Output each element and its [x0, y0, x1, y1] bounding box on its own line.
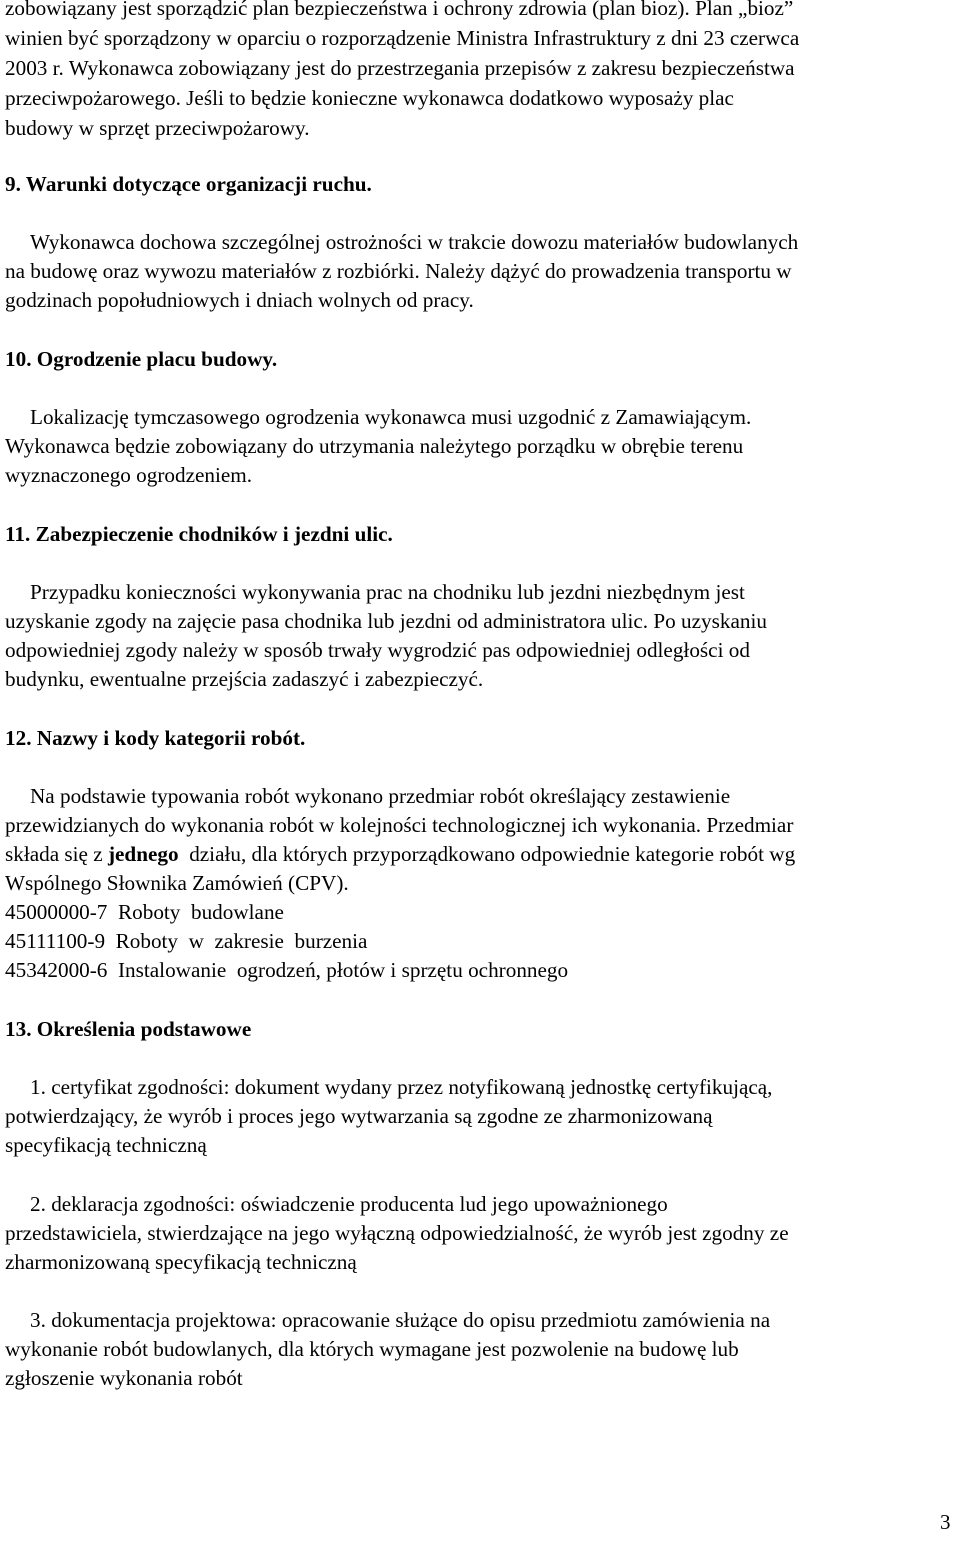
cpv-code-1: 45000000-7 Roboty budowlane	[5, 900, 284, 924]
section-12-line-3-post: działu, dla których przyporządkowano odpowiednie kategorie robót wg	[178, 842, 796, 866]
cpv-code-3: 45342000-6 Instalowanie ogrodzeń, płotów i sprzętu ochronnego	[5, 958, 569, 982]
section-12-line-2: przewidzianych do wykonania robót w kolejności technologicznej ich wykonania. Przedmiar	[5, 813, 794, 837]
section-10-heading: 10. Ogrodzenie placu budowy.	[5, 347, 278, 371]
page-number: 3	[940, 1510, 951, 1534]
definition-3-line-3: zgłoszenie wykonania robót	[5, 1366, 243, 1390]
section-9-line-1: Wykonawca dochowa szczególnej ostrożności w trakcie dowozu materiałów budowlanych	[30, 230, 799, 254]
section-12-line-4: Wspólnego Słownika Zamówień (CPV).	[5, 871, 349, 895]
section-12-line-3	[5, 840, 795, 869]
definition-3-line-1: 3. dokumentacja projektowa: opracowanie służące do opisu przedmiotu zamówienia na	[30, 1308, 771, 1332]
section-12-line-1: Na podstawie typowania robót wykonano przedmiar robót określający zestawienie	[30, 784, 731, 808]
section-9-heading: 9. Warunki dotyczące organizacji ruchu.	[5, 172, 372, 196]
section-12-line-3-pre: składa się z	[5, 842, 108, 866]
section-11-line-4: budynku, ewentualne przejścia zadaszyć i zabezpieczyć.	[5, 667, 484, 691]
section-12-heading: 12. Nazwy i kody kategorii robót.	[5, 726, 306, 750]
intro-line-5: budowy w sprzęt przeciwpożarowy.	[5, 116, 310, 140]
section-13-heading: 13. Określenia podstawowe	[5, 1017, 252, 1041]
section-10-line-3: wyznaczonego ogrodzeniem.	[5, 463, 253, 487]
section-11-line-3: odpowiedniej zgody należy w sposób trwały wygrodzić pas odpowiedniej odległości od	[5, 638, 750, 662]
section-10-line-1: Lokalizację tymczasowego ogrodzenia wykonawca musi uzgodnić z Zamawiającym.	[30, 405, 752, 429]
cpv-code-2: 45111100-9 Roboty w zakresie burzenia	[5, 929, 368, 953]
definition-1-line-1: 1. certyfikat zgodności: dokument wydany przez notyfikowaną jednostkę certyfikującą,	[30, 1075, 773, 1099]
section-12-bold-word: jednego	[107, 842, 179, 866]
intro-line-4: przeciwpożarowego. Jeśli to będzie konieczne wykonawca dodatkowo wyposaży plac	[5, 86, 734, 110]
definition-3-line-2: wykonanie robót budowlanych, dla których wymagane jest pozwolenie na budowę lub	[5, 1337, 739, 1361]
section-10-line-2: Wykonawca będzie zobowiązany do utrzymania należytego porządku w obrębie terenu	[5, 434, 744, 458]
section-11-heading: 11. Zabezpieczenie chodników i jezdni ulic.	[5, 522, 393, 546]
section-11-line-1: Przypadku konieczności wykonywania prac na chodniku lub jezdni niezbędnym jest	[30, 580, 745, 604]
definition-2-line-2: przedstawiciela, stwierdzające na jego wyłączną odpowiedzialność, że wyrób jest zgodny ze	[5, 1221, 789, 1245]
definition-2-line-1: 2. deklaracja zgodności: oświadczenie producenta lud jego upoważnionego	[30, 1192, 668, 1216]
section-9-line-2: na budowę oraz wywozu materiałów z rozbiórki. Należy dążyć do prowadzenia transportu w	[5, 259, 792, 283]
section-11-line-2: uzyskanie zgody na zajęcie pasa chodnika lub jezdni od administratora ulic. Po uzyskaniu	[5, 609, 767, 633]
definition-1-line-3: specyfikacją techniczną	[5, 1133, 207, 1157]
intro-line-3: 2003 r. Wykonawca zobowiązany jest do przestrzegania przepisów z zakresu bezpieczeństwa	[5, 56, 795, 80]
intro-line-1: zobowiązany jest sporządzić plan bezpieczeństwa i ochrony zdrowia (plan bioz). Plan „bioz”	[5, 0, 794, 20]
definition-2-line-3: zharmonizowaną specyfikacją techniczną	[5, 1250, 357, 1274]
section-9-line-3: godzinach popołudniowych i dniach wolnych od pracy.	[5, 288, 474, 312]
intro-line-2: winien być sporządzony w oparciu o rozporządzenie Ministra Infrastruktury z dni 23 czerwca	[5, 26, 800, 50]
definition-1-line-2: potwierdzający, że wyrób i proces jego wytwarzania są zgodne ze zharmonizowaną	[5, 1104, 713, 1128]
